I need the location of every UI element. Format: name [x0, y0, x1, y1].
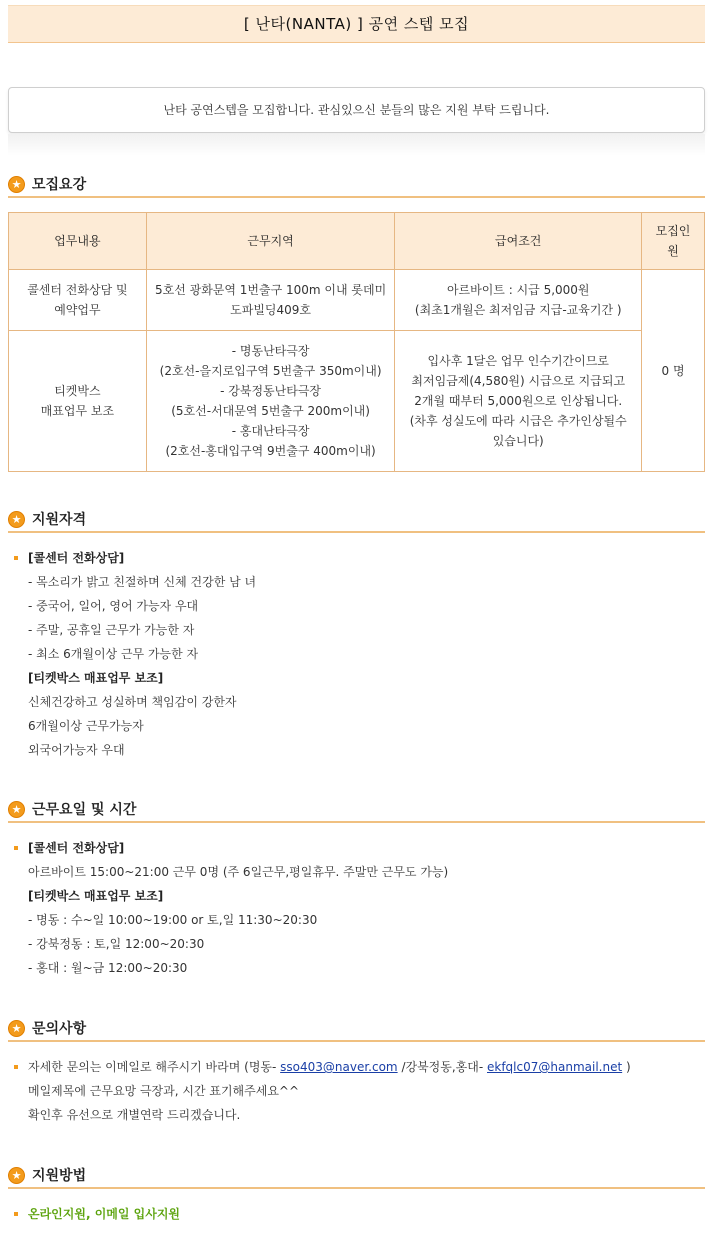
- header-work: 업무내용: [9, 213, 147, 270]
- section-schedule-label: 근무요일 및 시간: [32, 802, 137, 818]
- table-header-row: [9, 213, 705, 270]
- bullet-icon: [14, 1065, 18, 1069]
- section-recruit-label: 모집요강: [32, 177, 87, 193]
- star-icon: ★: [8, 511, 25, 528]
- section-qualification-label: 지원자격: [32, 512, 87, 528]
- list-item: - 명동 : 수~일 10:00~19:00 or 토,일 11:30~20:30: [28, 913, 318, 927]
- bullet-icon: [14, 1212, 18, 1216]
- list-item: - 목소리가 밝고 친절하며 신체 건강한 남 녀: [28, 575, 257, 589]
- cell-work: 티켓박스 매표업무 보조: [9, 331, 147, 472]
- header-pay: 급여조건: [395, 213, 642, 270]
- star-icon: ★: [8, 1020, 25, 1037]
- list-item: - 중국어, 일어, 영어 가능자 우대: [28, 599, 199, 613]
- list-item: - 주말, 공휴일 근무가 가능한 자: [28, 623, 195, 637]
- cell-work: 콜센터 전화상담 및 예약업무: [9, 270, 147, 331]
- page-title: [ 난타(NANTA) ] 공연 스텝 모집: [8, 5, 705, 43]
- section-apply-title: [8, 1163, 705, 1189]
- schedule-list: [8, 836, 705, 980]
- intro-shadow: [8, 134, 705, 156]
- contact-list: [8, 1055, 705, 1127]
- list-item: - 강북정동 : 토,일 12:00~20:30: [28, 937, 205, 951]
- list-item: [콜센터 전화상담]: [8, 836, 705, 860]
- list-item: 메일제목에 근무요망 극장과, 시간 표기해주세요^^: [28, 1084, 300, 1098]
- section-apply-label: 지원방법: [32, 1168, 87, 1184]
- header-headcount: 모집인원: [642, 213, 705, 270]
- list-item: - 최소 6개월이상 근무 가능한 자: [28, 647, 199, 661]
- section-contact-title: [8, 1016, 705, 1042]
- star-icon: ★: [8, 176, 25, 193]
- cell-pay: 아르바이트 : 시급 5,000원 (최초1개월은 최저임금 지급-교육기간 ): [395, 270, 642, 331]
- table-row: [9, 270, 705, 331]
- cell-pay: 입사후 1달은 업무 인수기간이므로 최저임금제(4,580원) 시급으로 지급되고 2개월 때부터 5,000원으로 인상됩니다. (차후 성실도에 따라 시급은 추가인상될수 있습니다): [395, 331, 642, 472]
- list-item: 자세한 문의는 이메일로 해주시기 바라며 (명동- sso403@naver.com /강북정동,홍대- ekfqlc07@hanmail.net ): [8, 1055, 705, 1079]
- list-item: - 홍대 : 월~금 12:00~20:30: [28, 961, 188, 975]
- table-row: [9, 331, 705, 472]
- list-item: 온라인지원, 이메일 입사지원: [8, 1202, 705, 1226]
- list-item: 확인후 유선으로 개별연락 드리겠습니다.: [28, 1108, 241, 1122]
- bullet-icon: [14, 556, 18, 560]
- section-qualification-title: [8, 507, 705, 533]
- list-item: 외국어가능자 우대: [28, 743, 125, 757]
- cell-area: 5호선 광화문역 1번출구 100m 이내 롯데미 도파빌딩409호: [146, 270, 395, 331]
- list-item: [티켓박스 매표업무 보조]: [28, 671, 164, 685]
- list-item: 6개월이상 근무가능자: [28, 719, 144, 733]
- bullet-icon: [14, 846, 18, 850]
- qualification-list: [8, 546, 705, 762]
- cell-headcount: 0 명: [642, 270, 705, 472]
- email-link-myeongdong[interactable]: sso403@naver.com: [280, 1060, 398, 1074]
- list-item: 아르바이트 15:00~21:00 근무 0명 (주 6일근무,평일휴무. 주말만 근무도 가능): [28, 865, 449, 879]
- recruit-table: [8, 212, 705, 472]
- list-item: [콜센터 전화상담]: [8, 546, 705, 570]
- section-schedule-title: [8, 797, 705, 823]
- section-contact-label: 문의사항: [32, 1021, 87, 1037]
- section-recruit-title: [8, 172, 705, 198]
- star-icon: ★: [8, 801, 25, 818]
- header-area: 근무지역: [146, 213, 395, 270]
- star-icon: ★: [8, 1167, 25, 1184]
- intro-notice: 난타 공연스텝을 모집합니다. 관심있으신 분들의 많은 지원 부탁 드립니다.: [8, 87, 705, 133]
- email-link-jeongdong-hongdae[interactable]: ekfqlc07@hanmail.net: [487, 1060, 623, 1074]
- list-item: [티켓박스 매표업무 보조]: [28, 889, 164, 903]
- list-item: 신체건강하고 성실하며 책임감이 강한자: [28, 695, 237, 709]
- apply-list: [8, 1202, 705, 1226]
- cell-area: - 명동난타극장 (2호선-을지로입구역 5번출구 350m이내) - 강북정동난타극장 (5호선-서대문역 5번출구 200m이내) - 홍대난타극장 (2호선-홍대입구역 9번출구 400m이내): [146, 331, 395, 472]
